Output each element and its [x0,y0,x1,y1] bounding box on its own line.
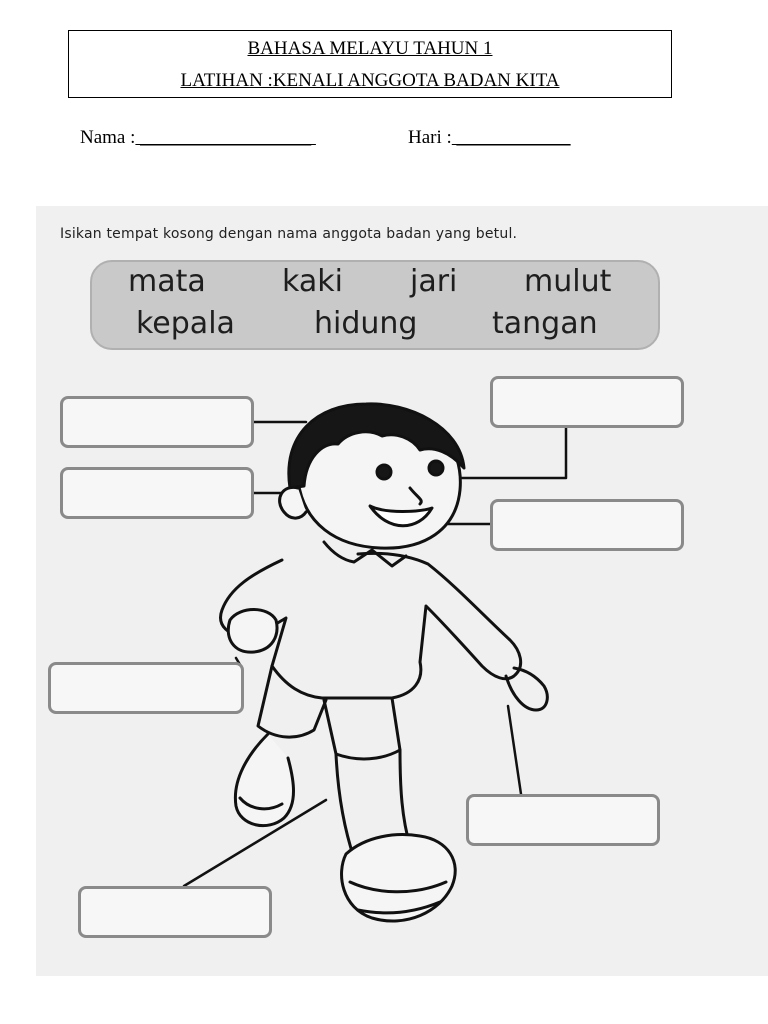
answer-box-5[interactable] [48,662,244,714]
boy-illustration [36,206,768,976]
word-bank-item: hidung [314,306,418,341]
leader-line-6 [508,706,521,794]
day-field[interactable] [408,127,571,149]
word-bank-item: mata [128,264,206,299]
subject-title: BAHASA MELAYU TAHUN 1 [247,38,493,59]
answer-box-2[interactable] [60,467,254,519]
day-label: Hari : [408,127,452,148]
name-label: Nama : [80,127,136,148]
answer-box-6[interactable] [466,794,660,846]
answer-box-4[interactable] [490,499,684,551]
word-bank-item: tangan [492,306,598,341]
name-field[interactable] [80,127,316,149]
answer-box-1[interactable] [60,396,254,448]
exercise-title: LATIHAN :KENALI ANGGOTA BADAN KITA [180,70,560,91]
word-bank-item: kepala [136,306,235,341]
word-bank-item: jari [410,264,458,299]
answer-box-7[interactable] [78,886,272,938]
instruction-text: Isikan tempat kosong dengan nama anggota badan yang betul. [60,226,518,242]
title-box [68,30,672,98]
answer-box-3[interactable] [490,376,684,428]
name-blank[interactable]: __________________ [135,127,316,148]
leader-line-3 [450,428,566,478]
word-bank-item: mulut [524,264,612,299]
word-bank-item: kaki [282,264,343,299]
day-blank[interactable]: ____________ [451,127,571,148]
worksheet-image [36,206,768,976]
